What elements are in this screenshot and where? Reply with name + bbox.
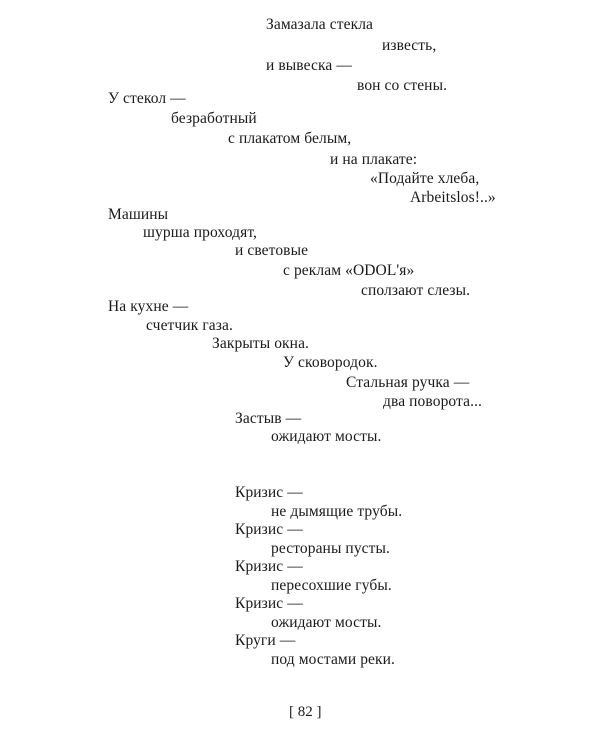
poem-line: Замазала стекла xyxy=(266,16,374,33)
poem-line: не дымящие трубы. xyxy=(271,503,403,520)
poem-line: Кризис — xyxy=(235,521,303,538)
poem-line: два поворота... xyxy=(383,393,483,410)
poem-line: с реклам «ODOL'я» xyxy=(283,262,415,279)
poem-line: На кухне — xyxy=(108,298,189,315)
poem-line: У стекол — xyxy=(108,90,186,107)
poem-line: и вывеска — xyxy=(266,57,352,74)
poem-line: Застыв — xyxy=(235,410,302,427)
poem-line: Закрыты окна. xyxy=(212,335,310,352)
poem-line: вон со стены. xyxy=(357,77,448,94)
poem-line: известь, xyxy=(382,37,437,54)
poem-line: Машины xyxy=(108,206,169,223)
poem-line: счетчик газа. xyxy=(146,317,233,334)
poem-line: Круги — xyxy=(235,632,296,649)
poem-line: шурша проходят, xyxy=(143,224,257,241)
poem-line: Стальная ручка — xyxy=(346,374,470,391)
poem-line: У сковородок. xyxy=(283,354,378,371)
poem-line: Кризис — xyxy=(235,558,303,575)
poem-line: «Подайте хлеба, xyxy=(370,170,480,187)
poem-line: ожидают мосты. xyxy=(271,428,382,445)
poem-line: сползают слезы. xyxy=(361,282,471,299)
poem-line: Arbeitslos!..» xyxy=(410,189,496,206)
poem-line: Кризис — xyxy=(235,595,303,612)
poem-line: с плакатом белым, xyxy=(228,130,352,147)
poem-line: Кризис — xyxy=(235,484,303,501)
poem-line: безработный xyxy=(171,110,257,127)
poem-line: и световые xyxy=(235,242,309,259)
poem-line: рестораны пусты. xyxy=(271,540,391,557)
poem-line: и на плакате: xyxy=(330,151,418,168)
poem-line: пересохшие губы. xyxy=(271,577,392,594)
poem-line: под мостами реки. xyxy=(271,651,396,668)
page-number: [ 82 ] xyxy=(289,704,322,720)
poem-line: ожидают мосты. xyxy=(271,614,382,631)
